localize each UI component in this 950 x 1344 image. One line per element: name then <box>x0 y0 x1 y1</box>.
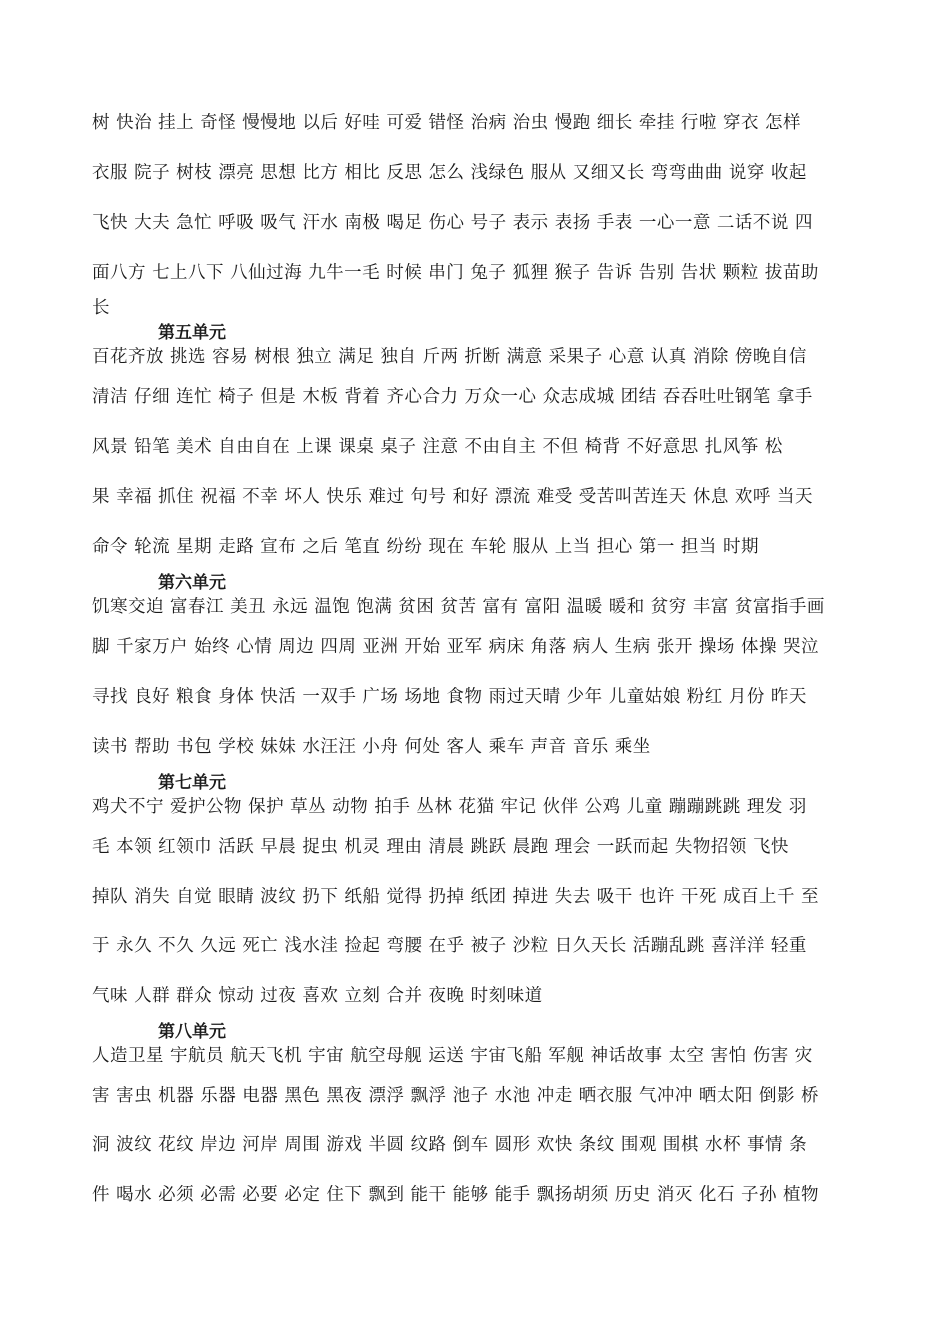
intro-line-1: 树 快治 挂上 奇怪 慢慢地 以后 好哇 可爱 错怪 治病 治虫 慢跑 细长 牵挂 行啦 穿衣 怎样 <box>92 113 802 133</box>
unit5-line-2: 清洁 仔细 连忙 椅子 但是 木板 背着 齐心合力 万众一心 众志成城 团结 吞吞吐吐钢笔 拿手 <box>92 387 813 407</box>
unit5-line-3: 风景 铅笔 美术 自由自在 上课 课桌 桌子 注意 不由自主 不但 椅背 不好意思 扎风筝 松 <box>92 437 783 457</box>
unit7-line-4: 于 永久 不久 久远 死亡 浅水洼 捡起 弯腰 在乎 被子 沙粒 日久天长 活蹦乱跳 喜洋洋 轻重 <box>92 936 807 956</box>
unit5-line-5: 命令 轮流 星期 走路 宣布 之后 笔直 纷纷 现在 车轮 服从 上当 担心 第一 担当 时期 <box>92 537 759 557</box>
intro-line-3: 飞快 大夫 急忙 呼吸 吸气 汗水 南极 喝足 伤心 号子 表示 表扬 手表 一心一意 二话不说 四 <box>92 213 813 233</box>
unit7-line-5: 气味 人群 群众 惊动 过夜 喜欢 立刻 合并 夜晚 时刻味道 <box>92 986 543 1006</box>
unit7-line-1: 鸡犬不宁 爱护公物 保护 草丛 动物 拍手 丛林 花猫 牢记 伙伴 公鸡 儿童 蹦蹦跳跳 理发 羽 <box>92 797 807 817</box>
unit8-heading: 第八单元 <box>158 1022 226 1042</box>
unit7-heading: 第七单元 <box>158 773 226 793</box>
unit6-line-4: 读书 帮助 书包 学校 妹妹 水汪汪 小舟 何处 客人 乘车 声音 音乐 乘坐 <box>92 737 651 757</box>
unit8-line-2: 害 害虫 机器 乐器 电器 黑色 黑夜 漂浮 飘浮 池子 水池 冲走 晒衣服 气冲冲 晒太阳 倒影 桥 <box>92 1086 820 1106</box>
unit7-line-2: 毛 本领 红领巾 活跃 早晨 捉虫 机灵 理由 清晨 跳跃 晨跑 理会 一跃而起 失物招领 飞快 <box>92 837 789 857</box>
unit8-line-4: 件 喝水 必须 必需 必要 必定 住下 飘到 能干 能够 能手 飘扬胡须 历史 消灭 化石 子孙 植物 <box>92 1185 820 1205</box>
intro-line-2: 衣服 院子 树枝 漂亮 思想 比方 相比 反思 怎么 浅绿色 服从 又细又长 弯弯曲曲 说穿 收起 <box>92 163 807 183</box>
intro-line-5: 长 <box>92 298 110 318</box>
unit8-line-1: 人造卫星 宇航员 航天飞机 宇宙 航空母舰 运送 宇宙飞船 军舰 神话故事 太空 害怕 伤害 灾 <box>92 1046 813 1066</box>
unit6-heading: 第六单元 <box>158 573 226 593</box>
intro-line-4: 面八方 七上八下 八仙过海 九牛一毛 时候 串门 兔子 狐狸 猴子 告诉 告别 告状 颗粒 拔苗助 <box>92 263 819 283</box>
unit6-line-1: 饥寒交迫 富春江 美丑 永远 温饱 饱满 贫困 贫苦 富有 富阳 温暖 暖和 贫穷 丰富 贫富指手画 <box>92 597 825 617</box>
unit8-line-3: 洞 波纹 花纹 岸边 河岸 周围 游戏 半圆 纹路 倒车 圆形 欢快 条纹 围观 围棋 水杯 事情 条 <box>92 1135 808 1155</box>
unit6-line-2: 脚 千家万户 始终 心情 周边 四周 亚洲 开始 亚军 病床 角落 病人 生病 张开 操场 体操 哭泣 <box>92 637 820 657</box>
unit5-line-4: 果 幸福 抓住 祝福 不幸 坏人 快乐 难过 句号 和好 漂流 难受 受苦叫苦连天 休息 欢呼 当天 <box>92 487 813 507</box>
unit5-line-1: 百花齐放 挑选 容易 树根 独立 满足 独自 斤两 折断 满意 采果子 心意 认真 消除 傍晚自信 <box>92 347 807 367</box>
unit6-line-3: 寻找 良好 粮食 身体 快活 一双手 广场 场地 食物 雨过天晴 少年 儿童姑娘 粉红 月份 昨天 <box>92 687 807 707</box>
unit7-line-3: 掉队 消失 自觉 眼睛 波纹 扔下 纸船 觉得 扔掉 纸团 掉进 失去 吸干 也许 干死 成百上千 至 <box>92 887 820 907</box>
unit5-heading: 第五单元 <box>158 323 226 343</box>
